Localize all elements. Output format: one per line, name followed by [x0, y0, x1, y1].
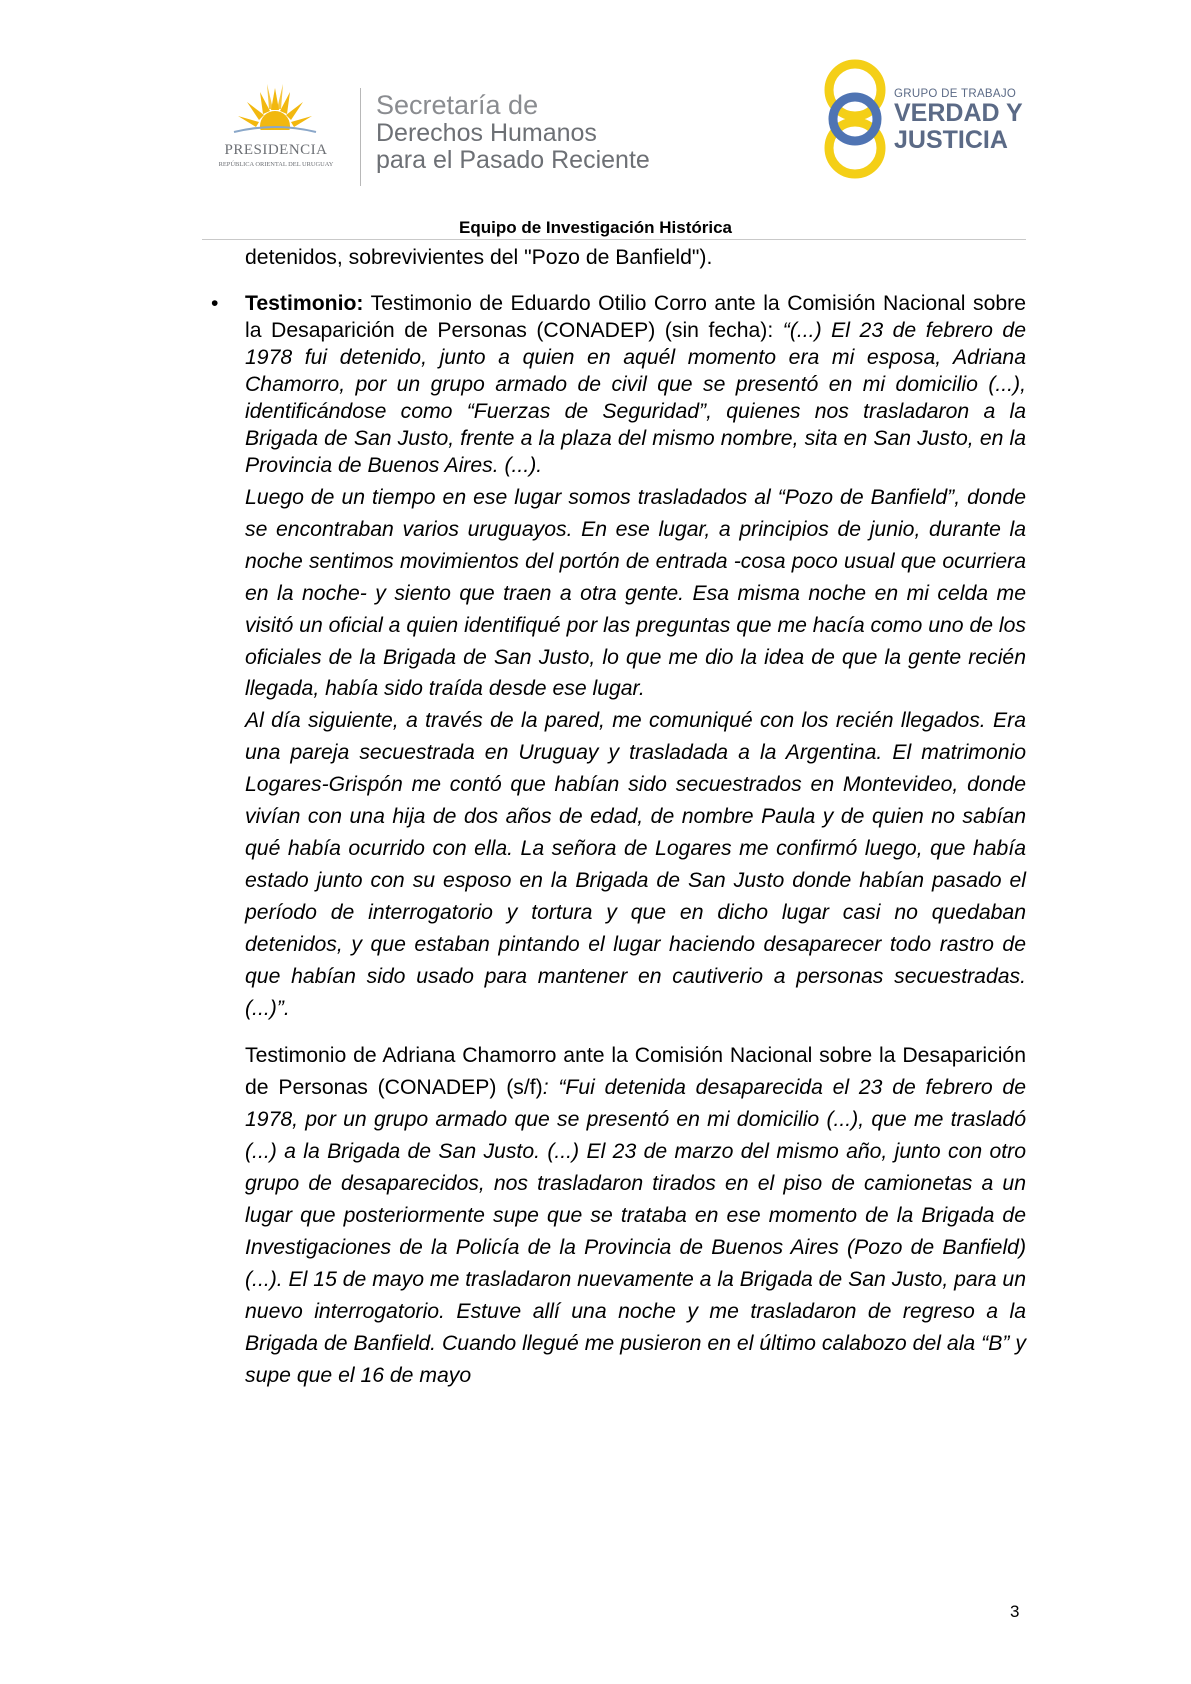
second-testimony-quote: : “Fui detenida desaparecida el 23 de febrero de 1978, por un grupo armado que se presentó en mi domicilio (...), que me trasladó (...) a la Brigada de San Justo. (...) El 23 de marzo del mismo año, junto con otro grupo de desaparecidos, nos trasladaron tirados en el piso de camionetas a un lugar que posteriormente supe que se trataba en ese momento de la Brigada de Investigaciones de la Policía de la Provincia de Buenos Aires (Pozo de Banfield) (...). El 15 de mayo me trasladaron nuevamente a la Brigada de San Justo, para un nuevo interrogatorio. Estuve allí una noche y me trasladaron de regreso a la Brigada de Banfield. Cuando llegué me pusieron en el último calabozo del ala “B” y supe que el 16 de mayo — [245, 1076, 1026, 1388]
secretaria-line1: Secretaría de — [376, 90, 539, 120]
testimony-intro: Testimonio de Eduardo Otilio Corro ante la Comisión Nacional sobre la Desaparición de Personas (CONADEP) (sin fecha): — [245, 292, 1026, 342]
testimony-quote-part2: Luego de un tiempo en ese lugar somos trasladados al “Pozo de Banfield”, donde se encontraban varios uruguayos. En ese lugar, a principios de junio, durante la noche sentimos movimientos del portón de entrada -cosa poco usual que ocurriera en la noche- y siento que traen a otra gente. Esa misma noche en mi celda me visitó un oficial a quien identifiqué por las preguntas que me hacía como uno de los oficiales de la Brigada de San Justo, lo que me dio la idea de que la gente recién llegada, había sido traída desde ese lugar. — [245, 486, 1026, 701]
presidencia-subtitle: REPÚBLICA ORIENTAL DEL URUGUAY — [218, 161, 334, 168]
secretaria-line2: Derechos Humanos — [376, 119, 597, 147]
continuation-paragraph: detenidos, sobrevivientes del "Pozo de Banfield"). — [245, 246, 713, 269]
grupo-trabajo-small: GRUPO DE TRABAJO — [894, 88, 1017, 100]
grupo-trabajo-logo — [820, 56, 1040, 182]
header-divider — [360, 88, 361, 186]
header-rule — [202, 239, 1026, 240]
grupo-trabajo-line2: JUSTICIA — [894, 126, 1008, 154]
testimony-quote-part1: “(...) El 23 de febrero de 1978 fui detenido, junto a quien en aquél momento era mi esposa, Adriana Chamorro, por un grupo armado de civil que se presentó en mi domicilio (...), identificándose como “Fuerzas de Seguridad”, quienes nos trasladaron a la Brigada de San Justo, frente a la plaza del mismo nombre, sita en San Justo, en la Provincia de Buenos Aires. (...). — [245, 319, 1026, 477]
rings-emblem-icon — [820, 56, 890, 182]
document-body — [211, 244, 1026, 1392]
bullet-icon: • — [211, 292, 219, 315]
secretaria-logo — [376, 90, 650, 174]
secretaria-line3: para el Pasado Reciente — [376, 146, 650, 174]
testimony-bullet — [211, 290, 1026, 1024]
header-title: Equipo de Investigación Histórica — [459, 218, 732, 237]
testimony-quote-part3: Al día siguiente, a través de la pared, me comuniqué con los recién llegados. Era una pareja secuestrada en Uruguay y trasladada a la Argentina. El matrimonio Logares-Grispón me contó que habían sido secuestrados en Montevideo, donde vivían con una hija de dos años de edad, de nombre Paula y de quien no sabían qué había ocurrido con ella. La señora de Logares me confirmó luego, que había estado junto con su esposo en la Brigada de San Justo donde habían pasado el período de interrogatorio y tortura y que en dicho lugar casi no quedaban detenidos, y que estaban pintando el lugar haciendo desaparecer todo rastro de que habían sido usado para mantener en cautiverio a personas secuestradas. (...)”. — [245, 709, 1026, 1020]
presidencia-logo — [196, 82, 356, 178]
second-testimony-paragraph — [245, 1040, 1026, 1392]
page-number: 3 — [1010, 1602, 1020, 1621]
testimony-label: Testimonio: — [245, 292, 364, 315]
second-testimony-intro: Testimonio de Adriana Chamorro ante la Comisión Nacional sobre la Desaparición de Personas (CONADEP) (s/f) — [245, 1044, 1026, 1100]
grupo-trabajo-line1: VERDAD Y — [894, 99, 1023, 127]
presidencia-name: PRESIDENCIA — [224, 142, 328, 158]
sun-emblem-icon — [232, 82, 318, 144]
